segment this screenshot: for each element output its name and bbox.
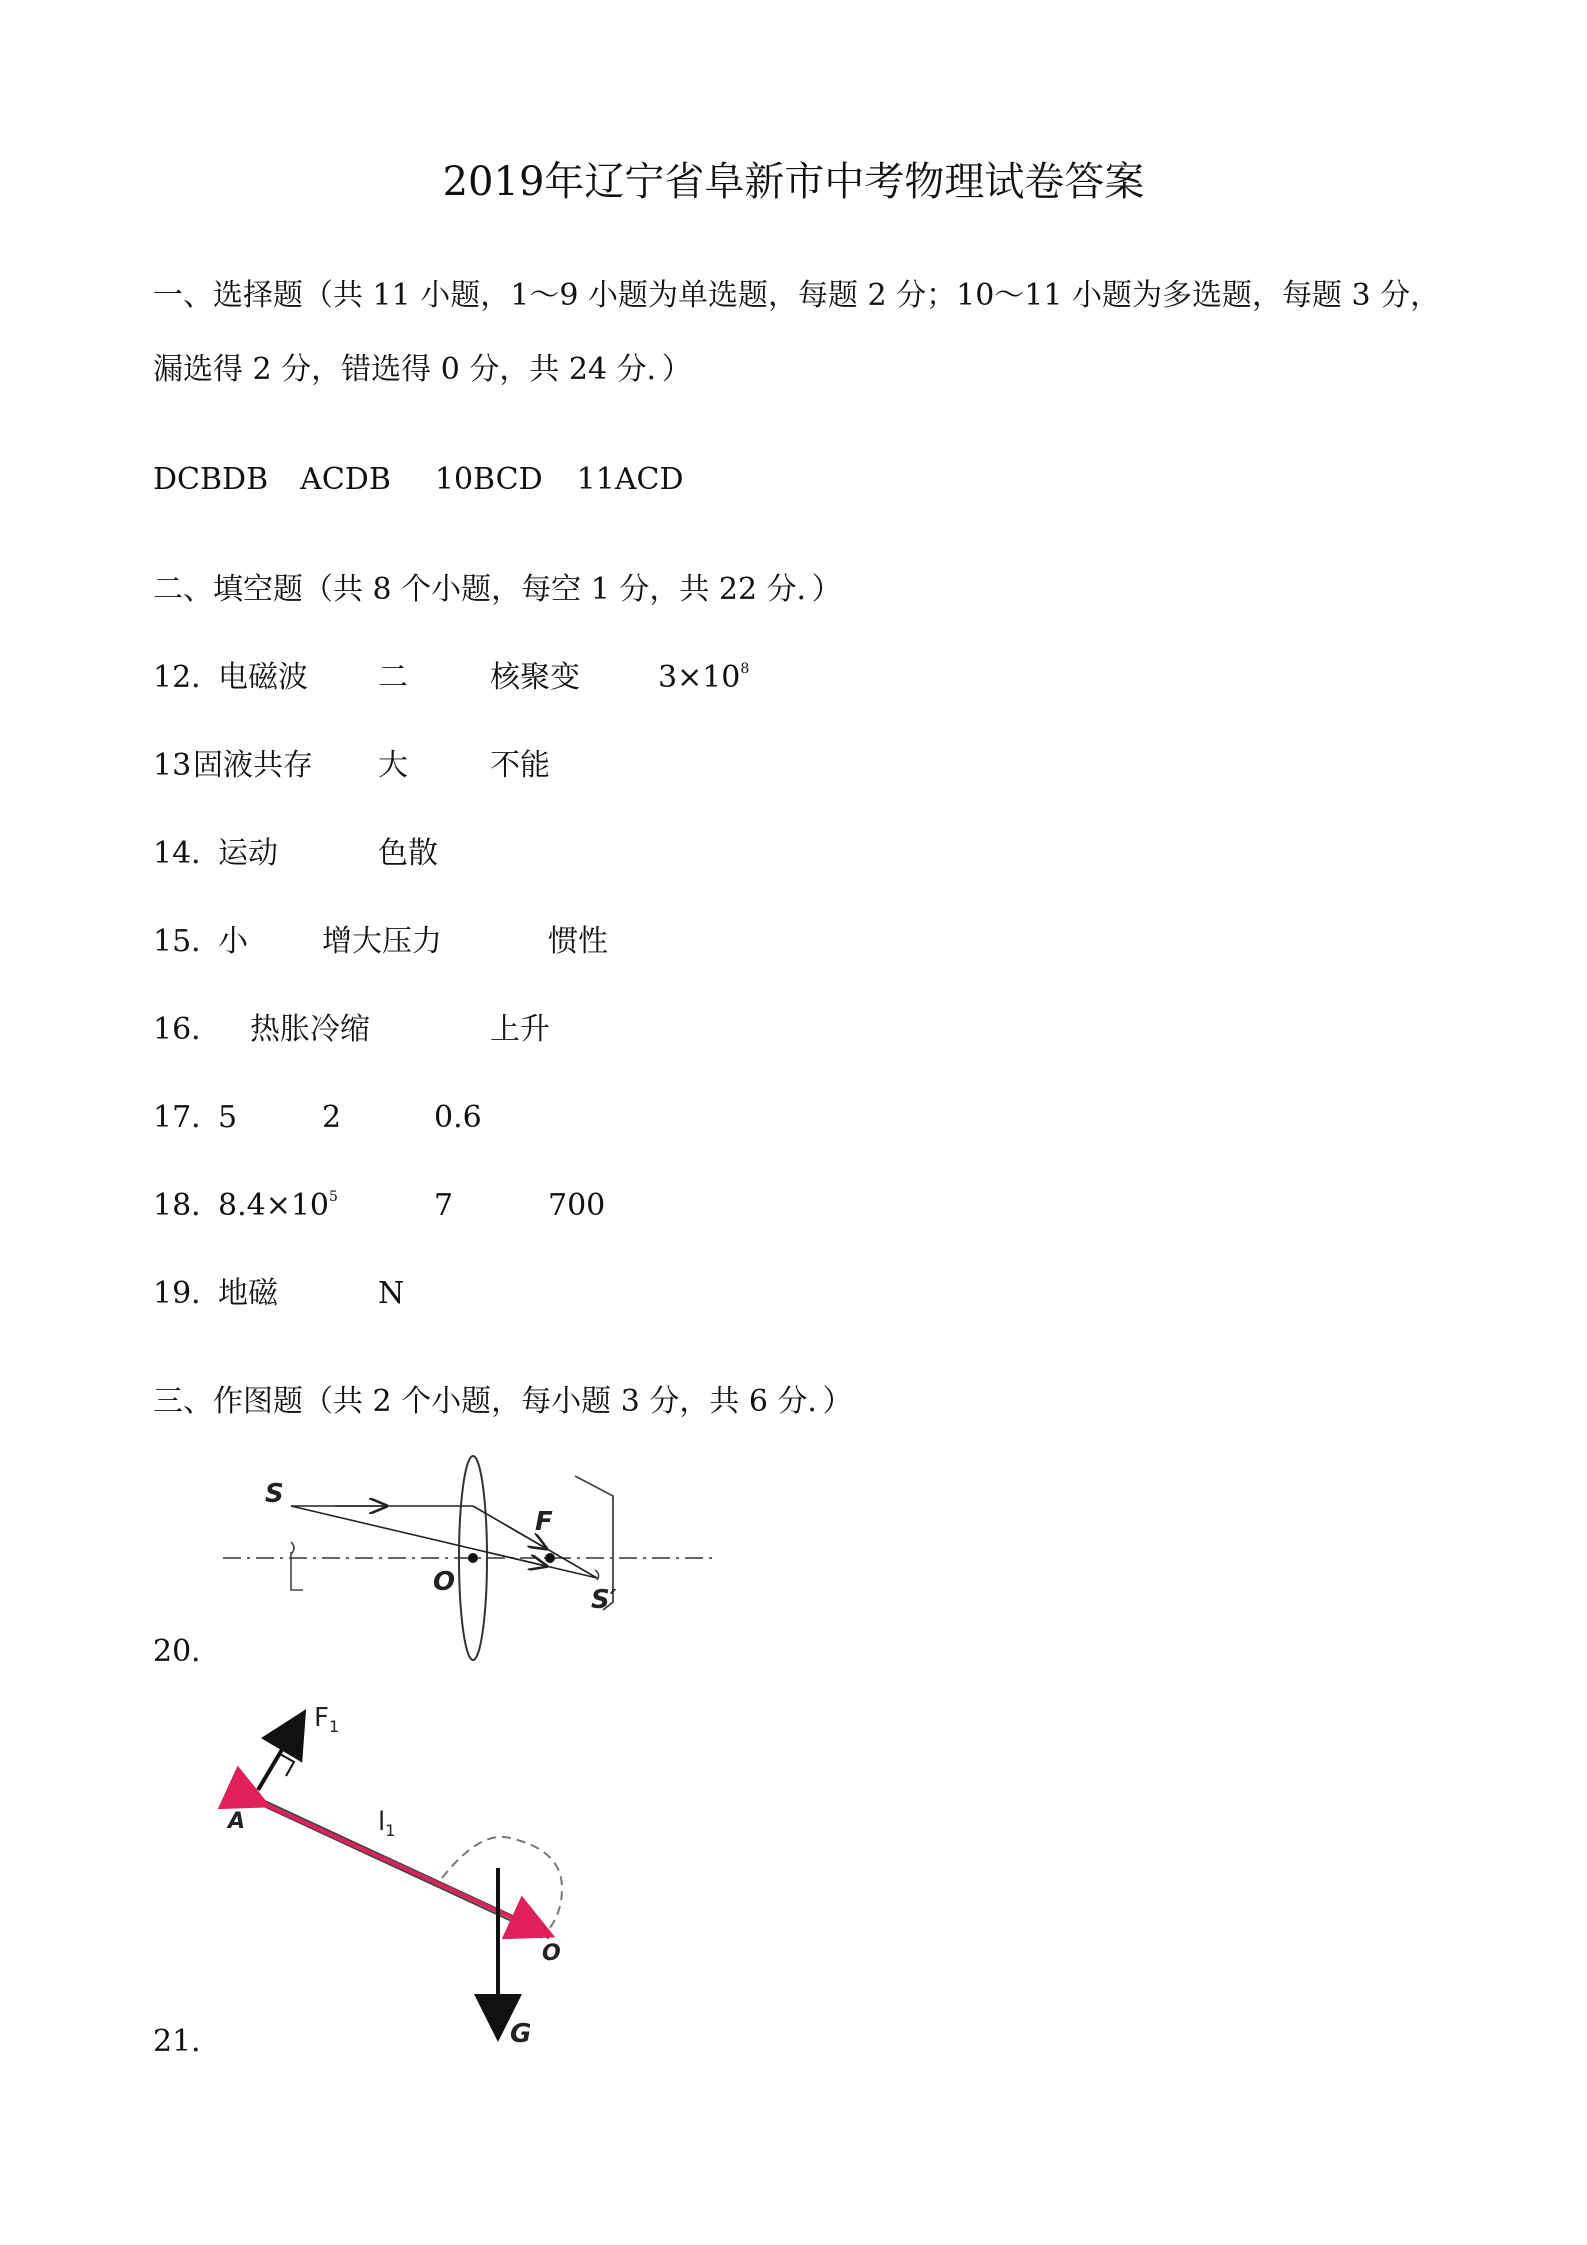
q14-answer-1: 运动 xyxy=(218,836,278,871)
q13-answer-1: 固液共存 xyxy=(193,748,313,783)
q19-number: 19． xyxy=(153,1276,222,1311)
q12-answer-4-base: 3×10 xyxy=(658,660,741,695)
q12-answer-3: 核聚变 xyxy=(490,660,580,695)
page-title: 2019年辽宁省阜新市中考物理试卷答案 xyxy=(442,159,1145,205)
label-l1: $l_1$ xyxy=(378,1807,396,1840)
q18-answer-1-base: 8.4×10 xyxy=(218,1188,330,1223)
section1-heading-line2: 漏选得 2 分，错选得 0 分，共 24 分．） xyxy=(153,352,692,387)
q16-answer-2: 上升 xyxy=(490,1012,550,1047)
label-s-prime: S′ xyxy=(591,1585,617,1615)
q17-answer-3: 0.6 xyxy=(434,1100,482,1135)
label-o: O xyxy=(542,1941,561,1966)
q13-number: 13 xyxy=(153,748,192,783)
right-angle-mark xyxy=(280,1754,294,1776)
q20-lens-diagram xyxy=(215,1450,735,1670)
q18-answer-2: 7 xyxy=(434,1188,454,1223)
label-g: G xyxy=(510,2019,532,2049)
q16-answer-1: 热胀冷缩 xyxy=(250,1012,370,1047)
choice-answer-6-9: ACDB xyxy=(300,462,391,497)
q17-number: 17． xyxy=(153,1100,222,1135)
q12-answer-4 xyxy=(658,660,749,696)
lever-arm-l1 xyxy=(264,1804,548,1934)
q12-answer-2: 二 xyxy=(378,660,408,695)
q12-answer-4-exponent: 8 xyxy=(740,661,750,677)
q14-answer-2: 色散 xyxy=(378,836,438,871)
choice-answer-11: 11ACD xyxy=(576,462,684,497)
q18-number: 18． xyxy=(153,1188,222,1223)
label-s: S xyxy=(265,1479,284,1509)
q15-answer-1: 小 xyxy=(218,924,248,959)
force-f1-arrow xyxy=(258,1716,302,1790)
q12-answer-1: 电磁波 xyxy=(218,660,308,695)
label-a: A xyxy=(228,1809,246,1834)
q14-number: 14． xyxy=(153,836,222,871)
q17-answer-2: 2 xyxy=(322,1100,342,1135)
q16-number: 16． xyxy=(153,1012,222,1047)
pivot-arc xyxy=(442,1837,562,1938)
q13-answer-3: 不能 xyxy=(490,748,550,783)
choice-answer-10: 10BCD xyxy=(434,462,543,497)
q18-answer-3: 700 xyxy=(548,1188,606,1223)
section2-heading: 二、填空题（共 8 个小题，每空 1 分，共 22 分．） xyxy=(153,572,842,607)
q15-answer-2: 增大压力 xyxy=(322,924,442,959)
section1-heading-line1: 一、选择题（共 11 小题，1～9 小题为单选题，每题 2 分；10～11 小题为多选题，每题 3 分， xyxy=(153,278,1441,313)
focus-point xyxy=(545,1553,555,1563)
q21-number: 21． xyxy=(153,2024,222,2059)
section3-heading: 三、作图题（共 2 个小题，每小题 3 分，共 6 分．） xyxy=(153,1384,853,1419)
q18-answer-1 xyxy=(218,1188,338,1224)
label-o: O xyxy=(433,1567,456,1597)
q20-number: 20． xyxy=(153,1634,222,1669)
q19-answer-2: N xyxy=(378,1276,405,1311)
optical-center-point xyxy=(468,1553,478,1563)
choice-answer-1-5: DCBDB xyxy=(153,462,269,497)
q15-answer-3: 惯性 xyxy=(548,924,608,959)
choice-answers xyxy=(153,462,684,498)
q17-answer-1: 5 xyxy=(218,1100,238,1135)
q12-number: 12． xyxy=(153,660,222,695)
label-f1: $F_1$ xyxy=(314,1703,340,1736)
q18-answer-1-exponent: 5 xyxy=(329,1189,338,1205)
q21-lever-diagram xyxy=(210,1690,590,2060)
q15-number: 15． xyxy=(153,924,222,959)
label-f: F xyxy=(535,1507,553,1537)
q19-answer-1: 地磁 xyxy=(218,1276,278,1311)
q13-answer-2: 大 xyxy=(378,748,408,783)
